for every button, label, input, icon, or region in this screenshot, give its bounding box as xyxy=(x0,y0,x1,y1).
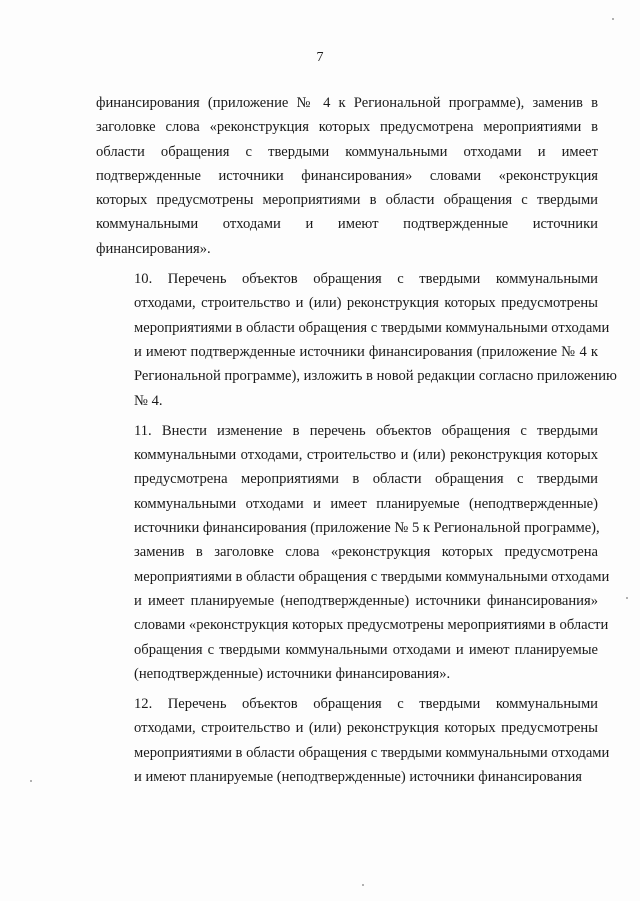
scan-speck xyxy=(612,18,614,20)
text-line: подтвержденные источники финансирования» словами «реконструкция xyxy=(96,167,598,184)
paragraph xyxy=(96,419,610,686)
scan-speck xyxy=(30,780,32,782)
text-line: финансирования». xyxy=(96,240,211,257)
page-number: 7 xyxy=(316,50,324,65)
text-line: и имеют подтвержденные источники финансирования (приложение № 4 к xyxy=(134,343,598,360)
text-line: № 4. xyxy=(134,392,163,409)
text-line: отходами, строительство и (или) реконструкция которых предусмотрены xyxy=(134,295,598,312)
text-line: 10. Перечень объектов обращения с твердыми коммунальными xyxy=(134,271,598,288)
text-line: мероприятиями в области обращения с твердыми коммунальными отходами xyxy=(134,568,610,585)
text-line: словами «реконструкция которых предусмотрены мероприятиями в области xyxy=(134,617,609,634)
text-line: которых предусмотрены мероприятиями в области обращения с твердыми xyxy=(96,192,598,209)
text-line: 12. Перечень объектов обращения с твердыми коммунальными xyxy=(134,696,598,713)
text-line: обращения с твердыми коммунальными отходами и имеют планируемые xyxy=(134,641,598,658)
text-line: финансирования (приложение № 4 к Региональной программе), заменив в xyxy=(96,95,598,111)
text-line: заголовке слова «реконструкция которых предусмотрена мероприятиями в xyxy=(96,119,598,136)
text-line: и имеют планируемые (неподтвержденные) источники финансирования xyxy=(134,769,583,786)
text-line: мероприятиями в области обращения с твердыми коммунальными отходами xyxy=(134,319,610,336)
document-body xyxy=(96,91,617,795)
text-line: 11. Внести изменение в перечень объектов обращения с твердыми xyxy=(134,422,598,439)
text-line: (неподтвержденные) источники финансирования». xyxy=(134,665,451,682)
text-line: предусмотрена мероприятиями в области обращения с твердыми xyxy=(134,471,598,488)
text-line: Региональной программе), изложить в новой редакции согласно приложению xyxy=(134,368,617,385)
paragraph xyxy=(96,91,598,261)
text-line: отходами, строительство и (или) реконструкция которых предусмотрены xyxy=(134,720,598,737)
text-line: и имеет планируемые (неподтвержденные) источники финансирования» xyxy=(134,592,598,609)
text-line: источники финансирования (приложение № 5 к Региональной программе), xyxy=(134,520,600,537)
paragraph xyxy=(96,692,610,789)
scan-speck xyxy=(626,597,628,599)
text-line: коммунальными отходами и имеют подтвержденные источники xyxy=(96,216,598,233)
text-line: коммунальными отходами и имеет планируемые (неподтвержденные) xyxy=(134,495,598,512)
text-line: мероприятиями в области обращения с твердыми коммунальными отходами xyxy=(134,744,610,761)
paragraph xyxy=(96,267,617,413)
scan-speck xyxy=(362,884,364,886)
text-line: коммунальными отходами, строительство и (или) реконструкция которых xyxy=(134,447,598,464)
text-line: области обращения с твердыми коммунальными отходами и имеет xyxy=(96,143,598,160)
text-line: заменив в заголовке слова «реконструкция которых предусмотрена xyxy=(134,544,598,561)
